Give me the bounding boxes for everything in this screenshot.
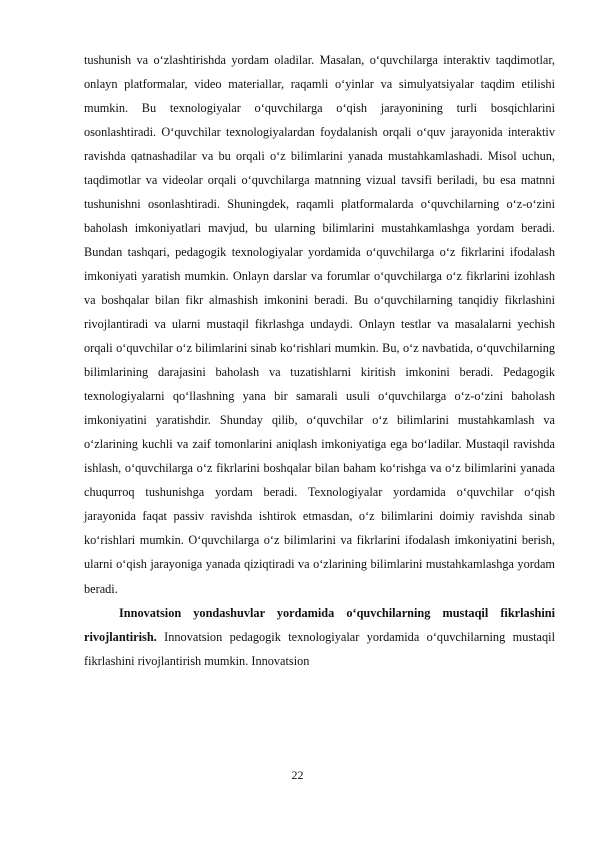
paragraph-2-text: Innovatsion pedagogik texnologiyalar yordamida o‘quvchilarning mustaqil fikrlashini rivojlantirish mumkin. Innovatsion — [84, 629, 555, 668]
paragraph-1-text: tushunish va o‘zlashtirishda yordam oladilar. Masalan, o‘quvchilarga interaktiv taqdimotlar, onlayn platformalar, video materiallar, raqamli o‘yinlar va simulyatsiyalar taqdim etilishi mumkin. Bu texnologiyalar o‘quvchilarga o‘qish jarayonining turli bosqichlarini osonlashtiradi. O‘quvchilar texnologiyalardan foydalanish orqali o‘quv jarayonida interaktiv ravishda qatnashadilar va bu orqali o‘z bilimlarini yanada mustahkamlashadi. Misol uchun, taqdimotlar va videolar orqali o‘quvchilarga matnning vizual tavsifi beriladi, bu esa matnni tushunishni osonlashtiradi. Shuningdek, raqamli platformalarda o‘quvchilarning o‘z-o‘zini baholash imkoniyatlari mavjud, bu ularning bilimlarini mustahkamlashga yordam beradi. Bundan tashqari, pedagogik texnologiyalar yordamida o‘quvchilarga o‘z fikrlarini ifodalash imkoniyati yaratish mumkin. Onlayn darslar va forumlar o‘quvchilarga o‘z fikrlarini izohlash va boshqalar bilan fikr almashish imkonini beradi. Bu o‘quvchilarning tanqidiy fikrlashini rivojlantiradi va ularni mustaqil fikrlashga undaydi. Onlayn testlar va masalalarni yechish orqali o‘quvchilar o‘z bilimlarini sinab ko‘rishlari mumkin. Bu, o‘z navbatida, o‘quvchilarning bilimlarining darajasini baholash va tuzatishlarni kiritish imkonini beradi. Pedagogik texnologiyalarni qo‘llashning yana bir samarali usuli o‘quvchilarga o‘z-o‘zini baholash imkoniyatini yaratishdir. Shunday qilib, o‘quvchilar o‘z bilimlarini mustahkamlash va o‘zlarining kuchli va zaif tomonlarini aniqlash imkoniyatiga ega bo‘ladilar. Mustaqil ravishda ishlash, o‘quvchilarga o‘z fikrlarini boshqalar bilan baham ko‘rishga va o‘z bilimlarini yanada chuqurroq tushunishga yordam beradi. Texnologiyalar yordamida o‘quvchilar o‘qish jarayonida faqat passiv ravishda ishtirok etmasdan, o‘z bilimlarini doimiy ravishda sinab ko‘rishlari mumkin. O‘quvchilarga o‘z bilimlarini va fikrlarini ifodalash imkoniyatini berish, ularni o‘qish jarayoniga yanada qiziqtiradi va o‘zlarining bilimlarini mustahkamlashga yordam beradi. — [84, 52, 555, 596]
paragraph-1 — [84, 48, 555, 601]
paragraph-2 — [84, 601, 555, 673]
page-number: 22 — [291, 768, 304, 782]
paragraph-2-heading: Innovatsion yondashuvlar yordamida o‘quvchilarning mustaqil fikrlashini rivojlantirish. — [84, 605, 555, 644]
body-text — [84, 48, 555, 673]
